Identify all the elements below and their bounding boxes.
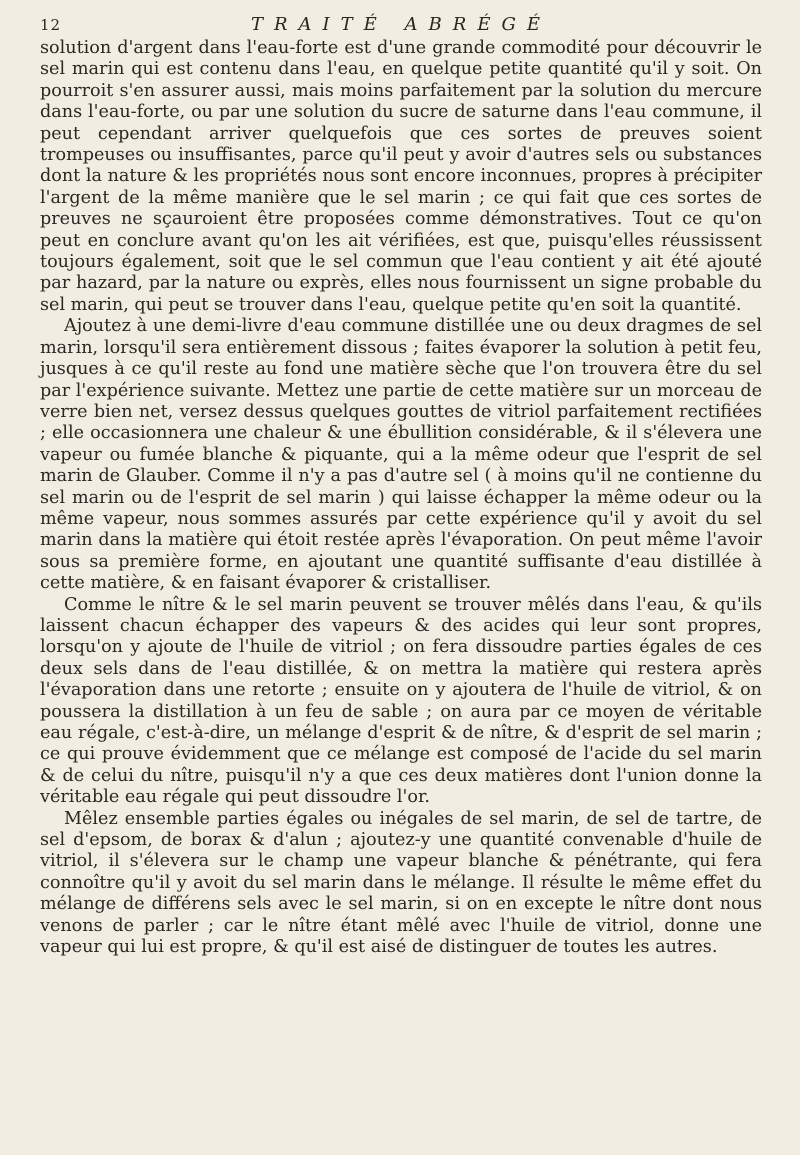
paragraph-3: Comme le nître & le sel marin peuvent se trouver mêlés dans l'eau, & qu'ils laissent chacun échapper des vapeurs & des acides qui leur sont propres, lorsqu'on y ajoute de l'huile de vitriol ; on fera dissoudre parties égales de ces deux sels dans de l'eau distillée, & on mettra la matière qui restera après l'évaporation dans une retorte ; ensuite on y ajoutera de l'huile de vitriol, & on poussera la distillation à un feu de sable ; on aura par ce moyen de véritable eau régale, c'est-à-dire, un mélange d'esprit & de nître, & d'esprit de sel marin ; ce qui prouve évidemment que ce mélange est composé de l'acide du sel marin & de celui du nître, puisqu'il n'y a que ces deux matières dont l'union donne la véritable eau régale qui peut dissoudre l'or. (40, 594, 762, 808)
paragraph-4: Mêlez ensemble parties égales ou inégales de sel marin, de sel de tartre, de sel d'epsom, de borax & d'alun ; ajoutez-y une quantité convenable d'huile de vitriol, il s'élevera sur le champ une vapeur blanche & pénétrante, qui fera connoître qu'il y avoit du sel marin dans le mélange. Il résulte le même effet du mélange de différens sels avec le sel marin, si on en excepte le nître dont nous venons de parler ; car le nître étant mêlé avec l'huile de vitriol, donne une vapeur qui lui est propre, & qu'il est aisé de distinguer de toutes les autres. (40, 808, 762, 958)
paragraph-1: solution d'argent dans l'eau-forte est d'une grande commodité pour découvrir le sel marin qui est contenu dans l'eau, en quelque petite quantité qu'il y soit. On pourroit s'en assurer aussi, mais moins parfaitement par la solution du mercure dans l'eau-forte, ou par une solution du sucre de saturne dans l'eau commune, il peut cependant arriver quelquefois que ces sortes de preuves soient trompeuses ou insuffisantes, parce qu'il peut y avoir d'autres sels ou substances dont la nature & les propriétés nous sont encore inconnues, propres à précipiter l'argent de la même manière que le sel marin ; ce qui fait que ces sortes de preuves ne sçauroient être proposées comme démonstratives. Tout ce qu'on peut en conclure avant qu'on les ait vérifiées, est que, puisqu'elles réussissent toujours également, soit que le sel commun que l'eau contient y ait été ajouté par hazard, par la nature ou exprès, elles nous fournissent un signe probable du sel marin, qui peut se trouver dans l'eau, quelque petite qu'en soit la quantité. (40, 38, 762, 315)
page-header (40, 14, 762, 36)
page-number: 12 (40, 16, 62, 34)
paragraph-2: Ajoutez à une demi-livre d'eau commune distillée une ou deux dragmes de sel marin, lorsqu'il sera entièrement dissous ; faites évaporer la solution à petit feu, jusques à ce qu'il reste au fond une matière sèche que l'on trouvera être du sel par l'expérience suivante. Mettez une partie de cette matière sur un morceau de verre bien net, versez dessus quelques gouttes de vitriol parfaitement rectifiées ; elle occasionnera une chaleur & une ébullition considérable, & il s'élevera une vapeur ou fumée blanche & piquante, qui a la même odeur que l'esprit de sel marin de Glauber. Comme il n'y a pas d'autre sel ( à moins qu'il ne contienne du sel marin ou de l'esprit de sel marin ) qui laisse échapper la même odeur ou la même vapeur, nous sommes assurés par cette expérience qu'il y avoit du sel marin dans la matière qui étoit restée après l'évaporation. On peut même l'avoir sous sa première forme, en ajoutant une quantité suffisante d'eau distillée à cette matière, & en faisant évaporer & cristalliser. (40, 316, 762, 594)
body-text (40, 38, 762, 958)
running-title: TRAITÉ ABRÉGÉ (251, 14, 551, 35)
